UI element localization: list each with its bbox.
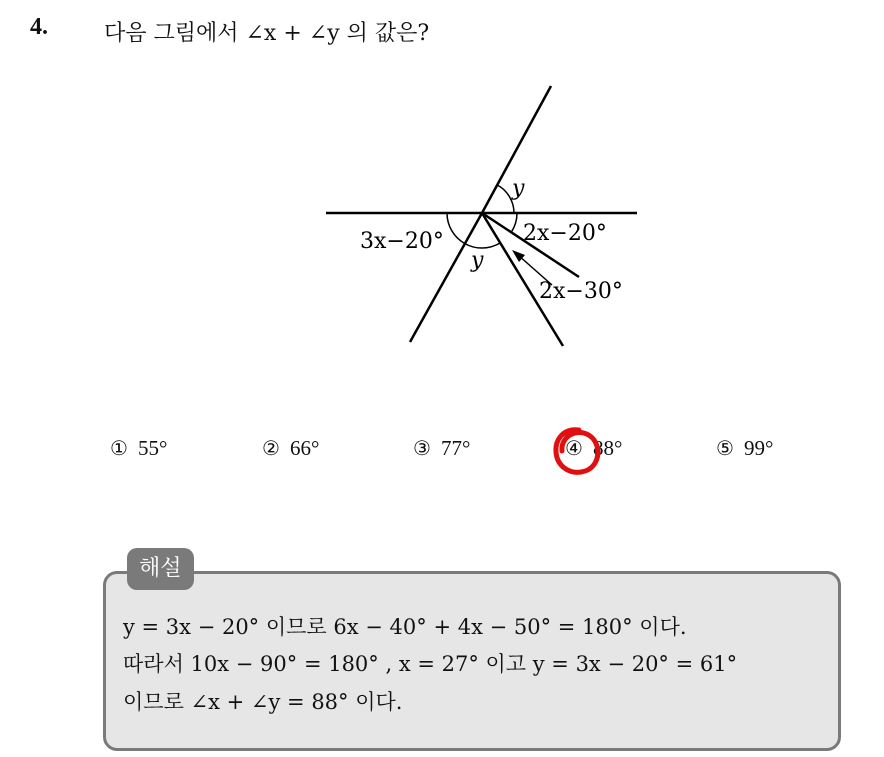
label-arrow-angle: 2x−30° (539, 279, 623, 304)
solution-line-2: 따라서 10x − 90° = 180° , x = 27° 이고 y = 3x − 20° = 61° (123, 652, 738, 676)
choice-5[interactable] (716, 436, 773, 461)
choice-5-symbol: ⑤ (716, 436, 734, 460)
question-text: 다음 그림에서 ∠x + ∠y 의 값은? (104, 21, 430, 46)
answer-mark-icon (551, 424, 603, 478)
choice-2-value: 66° (289, 436, 320, 460)
choice-2-symbol: ② (262, 436, 280, 460)
label-y-top: y (512, 176, 525, 201)
label-left-angle: 3x−20° (360, 229, 444, 254)
arc-left (447, 213, 465, 244)
label-y-bottom: y (471, 248, 484, 273)
question-number: 4. (30, 14, 48, 40)
choice-1[interactable] (110, 436, 167, 461)
choice-5-value: 99° (743, 436, 774, 460)
choice-3-symbol: ③ (413, 436, 431, 460)
label-right-angle: 2x−20° (523, 221, 607, 246)
choice-4-value: 88° (592, 436, 623, 460)
choice-2[interactable] (262, 436, 319, 461)
arc-right (511, 213, 517, 232)
choice-3-value: 77° (440, 436, 471, 460)
solution-line-3: 이므로 ∠x + ∠y = 88° 이다. (123, 690, 403, 714)
choice-4-symbol: ④ (565, 436, 583, 460)
choice-3[interactable] (413, 436, 470, 461)
choice-1-value: 55° (137, 436, 168, 460)
choice-1-symbol: ① (110, 436, 128, 460)
solution-tag: 해설 (127, 548, 194, 590)
answer-choices (0, 434, 884, 474)
solution-line-1: y = 3x − 20° 이므로 6x − 40° + 4x − 50° = 180° 이다. (123, 615, 687, 639)
